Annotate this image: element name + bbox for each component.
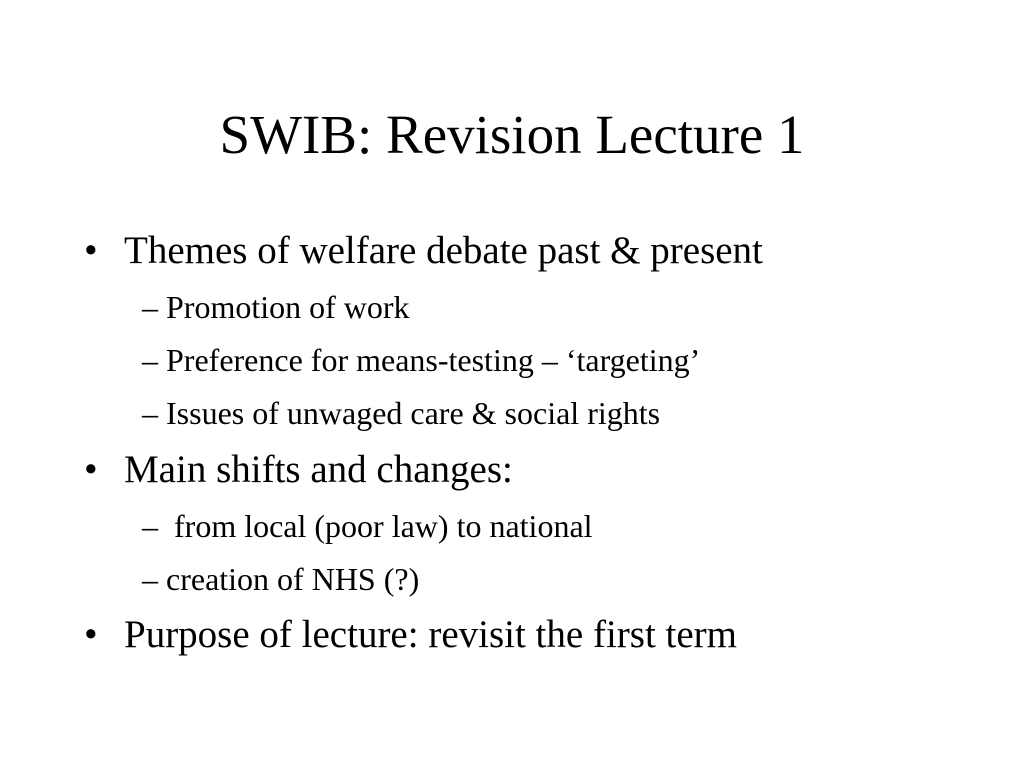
bullet-marker: • bbox=[84, 448, 98, 491]
sub-bullet-item: – Issues of unwaged care & social rights bbox=[142, 395, 661, 431]
slide-title: SWIB: Revision Lecture 1 bbox=[219, 104, 805, 165]
bullet-item bbox=[84, 612, 737, 658]
bullet-text: Themes of welfare debate past & present bbox=[124, 229, 763, 272]
sub-bullet-item: – Preference for means-testing – ‘targeting’ bbox=[142, 342, 701, 378]
bullet-marker: • bbox=[84, 613, 98, 656]
sub-bullet-item: – from local (poor law) to national bbox=[142, 508, 593, 544]
sub-bullet-item: – creation of NHS (?) bbox=[142, 561, 420, 597]
sub-bullet-item: – Promotion of work bbox=[142, 289, 410, 325]
bullet-item bbox=[84, 228, 763, 274]
bullet-text: Main shifts and changes: bbox=[124, 448, 513, 491]
bullet-item bbox=[84, 447, 513, 493]
bullet-marker: • bbox=[84, 229, 98, 272]
bullet-text: Purpose of lecture: revisit the first term bbox=[124, 613, 737, 656]
